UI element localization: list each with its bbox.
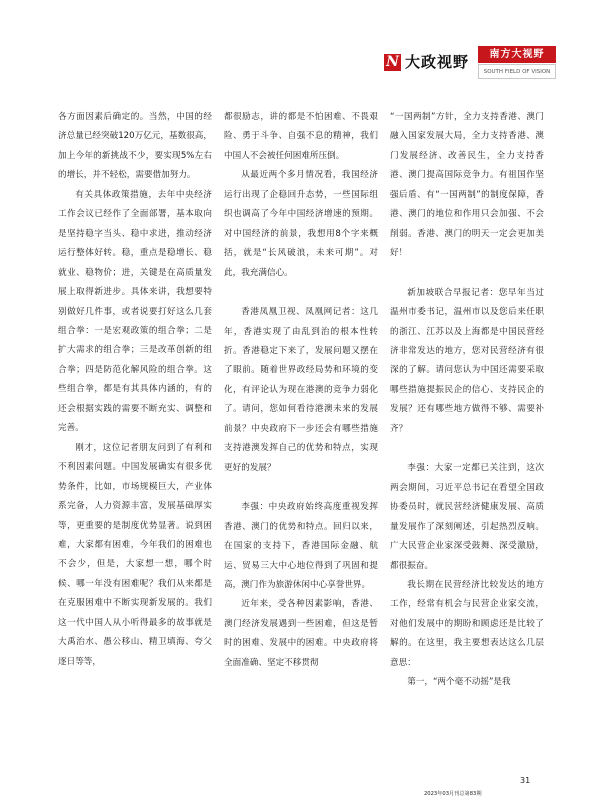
paragraph: 第一，“两个毫不动摇”是我 (407, 677, 511, 688)
page-number: 31 (520, 776, 531, 785)
text-column-1 (58, 108, 212, 672)
paragraph: 有关具体政策措施，去年中央经济工作会议已经作了全面部署，基本取向是坚持稳字当头、稳中求进，推动经济运行整体好转。稳，重点是稳增长、稳就业、稳物价；进，关键是在高质量发展上取得新进步。具体来讲，我想要特别做好几件事，或者说要打好这么几套组合拳：一是宏观政策的组合拳；二是扩大需求的组合拳；三是改革创新的组合拳；四是防范化解风险的组合拳。这些组合拳，都是有其具体内涵的，有的还会根据实践的需要不断充实、调整和完善。 (58, 189, 212, 434)
text-column-2 (224, 108, 378, 673)
issue-label: 2023年03月刊总第83期 (424, 791, 482, 797)
brand-name-en: SOUTH FIELD OF VISION (478, 64, 556, 79)
brand-name-cn: 南方大视野 (478, 46, 556, 63)
paragraph: 近年来，受各种因素影响，香港、澳门经济发展遇到一些困难，但这是暂时的困难、发展中的困难。中央政府将全面准确、坚定不移贯彻 (224, 599, 378, 668)
brand-badge (478, 46, 556, 79)
paragraph-spacer (390, 439, 544, 459)
paragraph: 刚才，这位记者朋友问到了有利和不利因素问题。中国发展确实有很多优势条件，比如，市场规模巨大，产业体系完备，人力资源丰富，发展基础厚实等，更重要的是制度优势显著。说到困难，大家都有困难，今年我们的困难也不会少，但是，大家想一想，哪个时候、哪一年没有困难呢？我们从来都是在克服困难中不断实现新发展的。我们这一代中国人从小听得最多的故事就是大禹治水、愚公移山、精卫填海、夸父逐日等等， (58, 442, 212, 667)
paragraph: 李强：中央政府始终高度重视发挥香港、澳门的优势和特点。回归以来，在国家的支持下，香港国际金融、航运、贸易三大中心地位得到了巩固和提高，澳门作为旅游休闲中心享誉世界。 (224, 502, 378, 590)
paragraph: 我长期在民营经济比较发达的地方工作，经常有机会与民营企业家交流，对他们发展中的期盼和顾虑还是比较了解的。在这里，我主要想表达这么几层意思： (390, 579, 544, 668)
paragraph-spacer (224, 478, 378, 498)
section-title: 大政视野 (405, 53, 470, 71)
paragraph: 从最近两个多月情况看，我国经济运行出现了企稳回升态势，一些国际组织也调高了今年中国经济增速的预期。对中国经济的前景，我想用8个字来概括，就是“长风破浪，未来可期”。对此，我充满信心。 (224, 170, 378, 278)
paragraph: “一国两制”方针，全力支持香港、澳门融入国家发展大局，全力支持香港、澳门发展经济、改善民生，全力支持香港、澳门提高国际竞争力。有祖国作坚强后盾、有“一国两制”的制度保障，香港、澳门的地位和作用只会加强、不会削弱。香港、澳门的明天一定会更加美好！ (390, 112, 544, 259)
paragraph: 都很励志，讲的都是不怕困难、不畏艰险、勇于斗争、自强不息的精神，我们中国人不会被任何困难所压倒。 (224, 112, 378, 161)
paragraph-spacer (224, 283, 378, 303)
paragraph: 李强：大家一定都已关注到，这次两会期间，习近平总书记在看望全国政协委员时，就民营经济健康发展、高质量发展作了深刻阐述，引起热烈反响。广大民营企业家深受鼓舞、深受激励，都很振奋。 (390, 463, 544, 571)
paragraph: 香港凤凰卫视、凤凰网记者：这几年，香港实现了由乱到治的根本性转折。香港稳定下来了，发展问题又摆在了眼前。随着世界政经局势和环境的变化，有评论认为现在港澳的竞争力弱化了。请问，您如何看待港澳未来的发展前景？中央政府下一步还会有哪些措施支持港澳发挥自己的优势和特点，实现更好的发展？ (224, 307, 378, 473)
masthead (384, 46, 556, 80)
text-column-3 (390, 108, 544, 693)
paragraph: 新加坡联合早报记者：您早年当过温州市委书记，温州市以及您后来任职的浙江、江苏以及上海都是中国民营经济非常发达的地方，您对民营经济有很深的了解。请问您认为中国还需要采取哪些措施提振民企的信心、支持民企的发展？还有哪些地方做得不够、需要补齐？ (390, 287, 544, 434)
logo-icon: N (384, 54, 401, 71)
paragraph-spacer (390, 264, 544, 284)
paragraph: 各方面因素后确定的。当然，中国的经济总量已经突破120万亿元，基数很高，加上今年的新挑战不少，要实现5%左右的增长，并不轻松，需要借加努力。 (58, 112, 212, 181)
